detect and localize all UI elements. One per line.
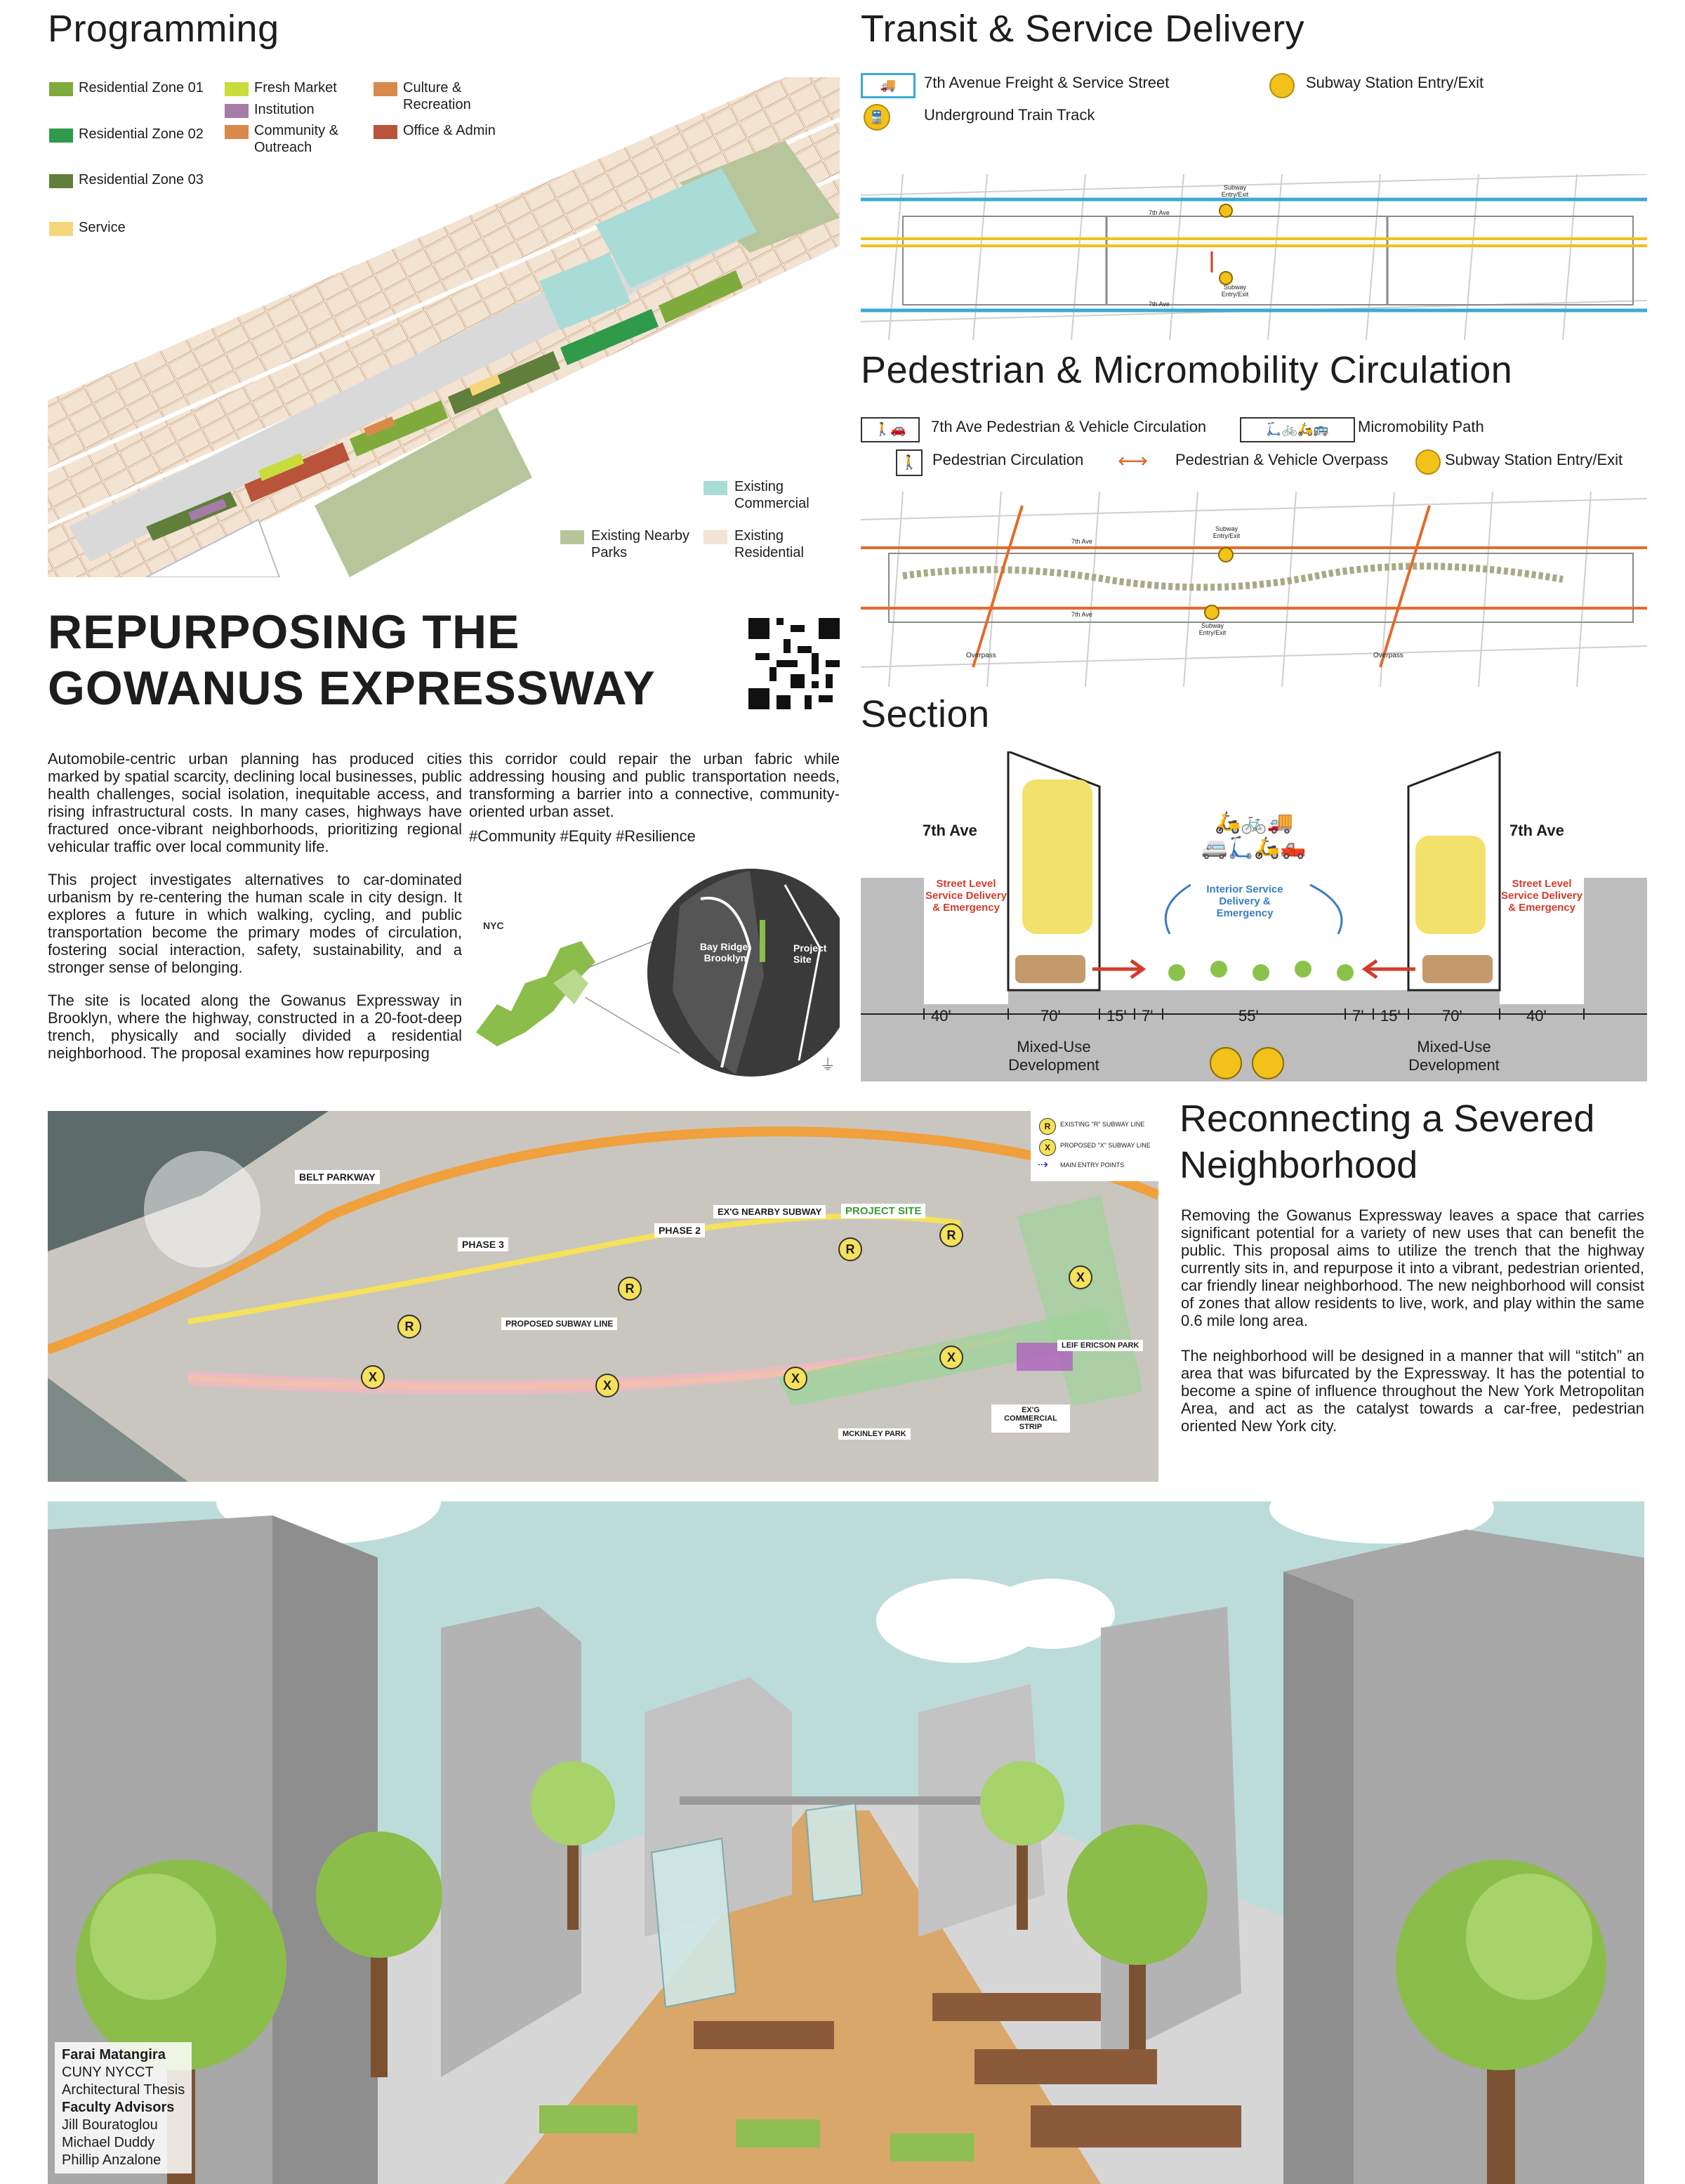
r-station-1-label: R xyxy=(404,1320,414,1334)
legend-freight-label: 7th Avenue Freight & Service Street xyxy=(924,74,1170,91)
aerial-label-mckinley: MCKINLEY PARK xyxy=(838,1428,911,1440)
r-station-2-label: R xyxy=(625,1282,635,1296)
location-label-nyc: NYC xyxy=(483,920,504,931)
x-station-2 xyxy=(595,1374,619,1397)
dim-9: 40' xyxy=(1526,1007,1547,1025)
transit-title: Transit & Service Delivery xyxy=(861,8,1305,50)
dim-5: 55' xyxy=(1238,1007,1259,1025)
legend-label-community: Community & Outreach xyxy=(254,123,339,155)
dim-6: 7' xyxy=(1352,1007,1364,1025)
legend-r-dot xyxy=(1039,1118,1056,1135)
section-service-icons: 🛵🚲🚚 🚐🛴🛵🛻 xyxy=(1201,811,1307,860)
legend-ave-label: 7th Ave Pedestrian & Vehicle Circulation xyxy=(931,418,1207,435)
legend-subway-label: Subway Station Entry/Exit xyxy=(1306,74,1484,91)
legend-entry-label: MAIN ENTRY POINTS xyxy=(1060,1162,1125,1169)
section-title: Section xyxy=(861,693,990,735)
legend-swatch-institution xyxy=(225,104,249,118)
intro-paragraph-1: Automobile-centric urban planning has produced cities marked by spatial scarcity, declining local businesses, public health challenges, social isolation, inequitable access, and rising infrastructural costs. In many cases, highways have fractured once-vibrant neighborhoods, prioritizing regional vehicular traffic over local community life. xyxy=(48,750,462,855)
legend-swatch-res01 xyxy=(49,82,73,96)
aerial-label-nearby-subway: EX'G NEARBY SUBWAY xyxy=(713,1205,826,1218)
credits-advisor-2: Michael Duddy xyxy=(62,2135,155,2150)
legend-label-res01: Residential Zone 01 xyxy=(79,80,204,96)
legend-x-label: PROPOSED "X" SUBWAY LINE xyxy=(1060,1142,1151,1149)
perspective-rendering-drawing xyxy=(48,1501,1644,2184)
legend-train-label: Underground Train Track xyxy=(924,106,1095,124)
legend-swatch-existing-parks xyxy=(560,530,584,544)
transit-label-ave-bottom: 7th Ave xyxy=(1149,301,1170,308)
legend-label-fresh-market: Fresh Market xyxy=(254,80,337,96)
legend-label-existing-commercial: Existing Commercial xyxy=(734,479,810,511)
reconnect-text xyxy=(1181,1206,1644,1435)
subway-dot-icon xyxy=(1269,73,1295,98)
aerial-label-leif: LEIF ERICSON PARK xyxy=(1057,1340,1143,1351)
programming-map-drawing xyxy=(48,77,840,577)
reconnect-title xyxy=(1180,1096,1594,1188)
dim-3: 15' xyxy=(1106,1007,1127,1025)
location-label-site: Project Site xyxy=(793,942,827,965)
aerial-label-phase3: PHASE 3 xyxy=(458,1237,508,1251)
ped-label-overpass-2: Overpass xyxy=(1373,652,1403,659)
legend-swatch-fresh-market xyxy=(225,82,249,96)
legend-swatch-office xyxy=(374,125,397,139)
ped-label-ave-top: 7th Ave xyxy=(1071,538,1092,545)
dim-8: 70' xyxy=(1442,1007,1462,1025)
intro-paragraph-4: this corridor could repair the urban fabric while addressing housing and public transportation needs, transforming a barrier into a connective, community-oriented urban asset. xyxy=(469,750,840,820)
legend-r-label: EXISTING "R" SUBWAY LINE xyxy=(1060,1121,1145,1128)
r-station-3-label: R xyxy=(845,1242,855,1256)
r-station-2 xyxy=(618,1277,642,1301)
transit-diagram xyxy=(861,174,1647,340)
r-station-3 xyxy=(838,1237,862,1261)
intro-column-2 xyxy=(469,750,840,845)
legend-label-culture: Culture & Recreation xyxy=(403,80,471,112)
aerial-label-belt: BELT PARKWAY xyxy=(295,1170,380,1184)
legend-subway-label-2: Subway Station Entry/Exit xyxy=(1445,451,1623,468)
section-interior: Interior Service Delivery & Emergency xyxy=(1206,883,1283,919)
section-street-left: Street Level Service Delivery & Emergency xyxy=(925,878,1007,914)
section-mixed-left: Mixed-Use Development xyxy=(1008,1038,1099,1074)
legend-label-service: Service xyxy=(79,220,126,235)
credits-program: Architectural Thesis xyxy=(62,2082,185,2098)
location-map-drawing xyxy=(469,864,840,1081)
intro-paragraph-3: The site is located along the Gowanus Expressway in Brooklyn, where the highway, constructed in a 20-foot-deep trench, physically and socially divided a residential neighborhood. The proposal examines how repurposing xyxy=(48,992,462,1062)
legend-label-res03: Residential Zone 03 xyxy=(79,172,204,188)
programming-map xyxy=(48,77,840,577)
ped-label-ave-bottom: 7th Ave xyxy=(1071,611,1092,618)
reconnect-title-line2: Neighborhood xyxy=(1180,1144,1418,1186)
x-station-4-label: X xyxy=(946,1350,956,1364)
project-title xyxy=(48,604,656,716)
dim-4: 7' xyxy=(1142,1007,1154,1025)
legend-swatch-service xyxy=(49,222,73,236)
aerial-label-phase2: PHASE 2 xyxy=(654,1223,705,1237)
transit-label-subway-top: Subway Entry/Exit xyxy=(1221,184,1249,198)
r-station-1 xyxy=(397,1315,421,1338)
transit-diagram-drawing xyxy=(861,174,1647,340)
legend-label-institution: Institution xyxy=(254,102,315,117)
pedestrian-title: Pedestrian & Micromobility Circulation xyxy=(861,349,1513,391)
r-station-4 xyxy=(939,1223,963,1247)
legend-micro-label: Micromobility Path xyxy=(1358,418,1484,435)
legend-label-res02: Residential Zone 02 xyxy=(79,126,204,142)
section-ave-right: 7th Ave xyxy=(1509,822,1564,839)
legend-entry-arrow-icon: ⇢ xyxy=(1038,1157,1049,1171)
credits-advisors-label: Faculty Advisors xyxy=(62,2100,175,2115)
ped-label-subway-top: Subway Entry/Exit xyxy=(1212,525,1241,539)
qr-code-graphic xyxy=(748,618,840,709)
x-station-3-label: X xyxy=(791,1371,800,1386)
subway-dot-icon-2 xyxy=(1415,449,1441,475)
x-station-4 xyxy=(939,1346,963,1369)
aerial-legend xyxy=(1031,1111,1158,1181)
legend-swatch-community xyxy=(225,125,249,139)
ped-label-overpass-1: Overpass xyxy=(966,652,996,659)
legend-label-existing-residential: Existing Residential xyxy=(734,528,804,560)
section-mixed-right: Mixed-Use Development xyxy=(1408,1038,1500,1074)
intro-column-1 xyxy=(48,750,462,1062)
legend-r-dot-letter: R xyxy=(1044,1121,1051,1131)
qr-code[interactable] xyxy=(748,618,840,709)
pedestrian-diagram xyxy=(861,492,1647,687)
x-station-5 xyxy=(1069,1265,1092,1289)
freight-truck-icon: 🚚 xyxy=(861,73,916,98)
dim-1: 40' xyxy=(931,1007,951,1025)
legend-x-dot xyxy=(1039,1139,1056,1156)
overpass-arrow-icon: ⟷ xyxy=(1118,449,1149,473)
aerial-label-proposed-line: PROPOSED SUBWAY LINE xyxy=(501,1317,617,1330)
aerial-map xyxy=(48,1111,1158,1482)
location-label-area: Bay Ridge, Brooklyn xyxy=(699,941,751,963)
legend-ped-label: Pedestrian Circulation xyxy=(932,451,1084,468)
aerial-label-commercial: EX'G COMMERCIAL STRIP xyxy=(991,1405,1070,1433)
hashtags: #Community #Equity #Resilience xyxy=(469,827,696,845)
train-icon: 🚆 xyxy=(864,104,890,131)
project-title-line1: REPURPOSING THE xyxy=(48,605,520,659)
x-station-5-label: X xyxy=(1076,1270,1085,1284)
project-title-line2: GOWANUS EXPRESSWAY xyxy=(48,662,656,715)
transit-label-ave-top: 7th Ave xyxy=(1149,209,1170,216)
r-station-4-label: R xyxy=(946,1228,956,1242)
pedestrian-icon: 🚶 xyxy=(896,449,923,476)
x-station-2-label: X xyxy=(602,1379,612,1393)
x-station-3 xyxy=(784,1367,807,1390)
legend-swatch-res03 xyxy=(49,174,73,188)
perspective-rendering xyxy=(48,1501,1644,2184)
reconnect-paragraph-1: Removing the Gowanus Expressway leaves a space that carries significant potential for a variety of new uses that can benefit the public. This proposal aims to utilize the trench that the highway currently sits in, and repurpose it into a vibrant, pedestrian oriented, car friendly linear neighborhood. The new neighborhood will consist of zones that allow residents to live, work, and play within the same 0.6 mile long area. xyxy=(1181,1206,1644,1329)
credits-advisor-1: Jill Bouratoglou xyxy=(62,2117,158,2133)
dim-2: 70' xyxy=(1040,1007,1061,1025)
section-ave-left: 7th Ave xyxy=(923,822,977,839)
legend-swatch-existing-residential xyxy=(703,530,727,544)
legend-swatch-existing-commercial xyxy=(703,481,727,495)
dim-7: 15' xyxy=(1380,1007,1401,1025)
legend-swatch-culture xyxy=(374,82,397,96)
credits-box xyxy=(55,2042,192,2173)
aerial-label-project-site: PROJECT SITE xyxy=(841,1204,925,1218)
legend-label-existing-parks: Existing Nearby Parks xyxy=(591,528,690,560)
legend-swatch-res02 xyxy=(49,129,73,143)
legend-x-dot-letter: X xyxy=(1044,1143,1050,1152)
ped-vehicle-icon: 🚶🚗 xyxy=(861,417,920,442)
section-drawing xyxy=(861,751,1647,1081)
north-arrow-icon: ⏚ xyxy=(820,1056,836,1074)
ped-label-subway-bottom: Subway Entry/Exit xyxy=(1198,622,1227,636)
credits-advisor-3: Phillip Anzalone xyxy=(62,2152,161,2168)
micromobility-icon: 🛴🚲🛵🚌 xyxy=(1240,417,1355,442)
x-station-1 xyxy=(361,1365,385,1389)
intro-paragraph-2: This project investigates alternatives to car-dominated urbanism by re-centering the human scale in city design. It explores a future in which walking, cycling, and public transportation become the primary modes of circulation, fostering social interaction, safety, sustainability, and a stronger sense of belonging. xyxy=(48,871,462,976)
credits-author: Farai Matangira xyxy=(62,2047,166,2063)
reconnect-title-line1: Reconnecting a Severed xyxy=(1180,1098,1595,1140)
legend-overpass-label: Pedestrian & Vehicle Overpass xyxy=(1175,451,1389,468)
reconnect-paragraph-2: The neighborhood will be designed in a manner that will “stitch” an area that was bifurcated by the Expressway. It has the potential to become a spine of influence throughout the New York Metropolitan Area, and act as the catalyst towards a car-free, pedestrian oriented New York city. xyxy=(1181,1347,1644,1435)
programming-title: Programming xyxy=(48,8,279,50)
credits-school: CUNY NYCCT xyxy=(62,2065,154,2080)
location-map xyxy=(469,864,840,1081)
section-street-right: Street Level Service Delivery & Emergency xyxy=(1501,878,1582,914)
transit-label-subway-bottom: Subway Entry/Exit xyxy=(1221,284,1249,298)
legend-label-office: Office & Admin xyxy=(403,123,496,138)
x-station-1-label: X xyxy=(368,1370,377,1384)
